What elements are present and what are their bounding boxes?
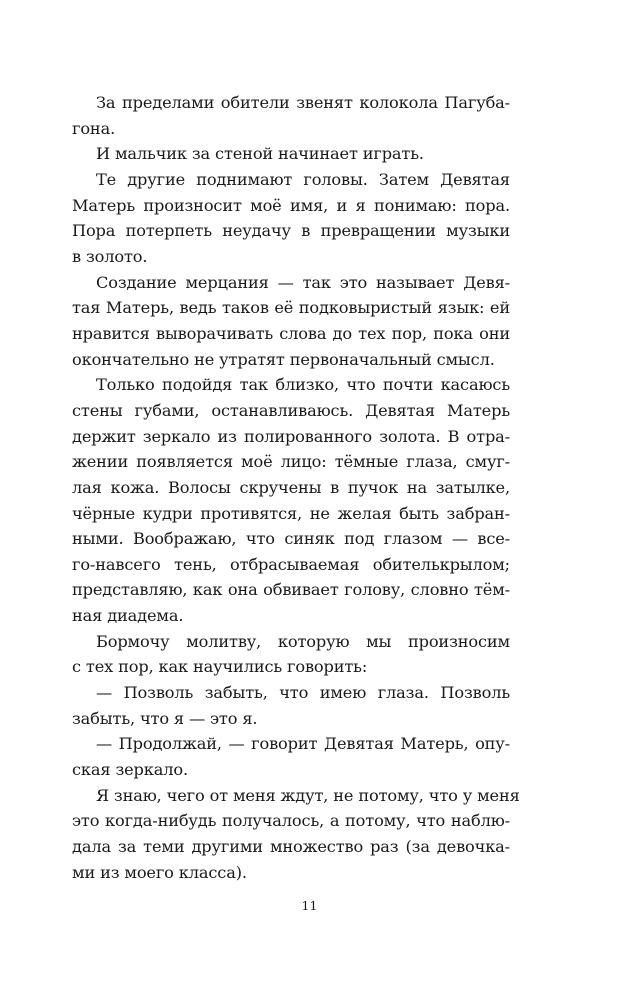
text-line: За пределами обители звенят колокола Пагуба-: [96, 93, 510, 112]
text-line: представляю, как она обвивает голову, словно тём-: [72, 580, 510, 600]
text-line: Матерь произносит моё имя, и я понимаю: пора.: [72, 195, 510, 215]
paragraph: [72, 167, 510, 270]
text-line: ми из моего класса).: [72, 862, 247, 882]
text-line: И мальчик за стеной начинает играть.: [96, 144, 424, 164]
paragraph: [72, 629, 510, 680]
paragraph: [72, 90, 510, 141]
text-line: го-навсего тень, отбрасываемая обителькрылом;: [72, 554, 510, 574]
text-line: — Позволь забыть, что имею глаза. Позволь: [96, 683, 510, 703]
text-line: ная диадема.: [72, 606, 184, 626]
text-line: это когда-нибудь получалось, а потому, что наблю-: [72, 811, 510, 831]
text-line: Я знаю, чего от меня ждут, не потому, что у меня: [96, 785, 520, 805]
text-line: Пора потерпеть неудачу в превращении музыки: [72, 221, 510, 241]
text-line: с тех пор, как научились говорить:: [72, 657, 368, 677]
paragraph: [72, 270, 510, 373]
text-line: нравится выворачивать слова до тех пор, пока они: [72, 323, 510, 343]
text-line: — Продолжай, — говорит Девятая Матерь, опу-: [96, 734, 510, 754]
text-line: ская зеркало.: [72, 760, 188, 780]
text-line: держит зеркало из полированного золота. В отра-: [72, 426, 510, 446]
text-line: Те другие поднимают головы. Затем Девятая: [96, 169, 510, 189]
paragraph: [72, 783, 520, 886]
page-body: [72, 90, 520, 885]
page-number: 11: [301, 898, 318, 913]
text-line: чёрные кудри противятся, не желая быть забран-: [72, 503, 510, 523]
paragraph: [72, 731, 510, 782]
text-line: ными. Воображаю, что синяк под глазом — все-: [72, 529, 510, 549]
text-line: жении появляется моё лицо: тёмные глаза, смуг-: [72, 452, 510, 472]
text-line: в золото.: [72, 246, 148, 266]
text-line: дала за теми другими множество раз (за девочка-: [72, 837, 510, 857]
text-line: лая кожа. Волосы скручены в пучок на затылке,: [72, 477, 510, 497]
text-line: Создание мерцания — так это называет Девя-: [96, 272, 510, 292]
text-line: Бормочу молитву, которую мы произносим: [96, 631, 510, 651]
text-line: стены губами, останавливаюсь. Девятая Матерь: [72, 400, 510, 420]
text-line: тая Матерь, ведь таков её подковыристый язык: ей: [72, 298, 510, 318]
paragraph: [72, 141, 510, 167]
text-line: окончательно не утратят первоначальный смысл.: [72, 349, 495, 369]
text-line: забыть, что я — это я.: [72, 708, 258, 728]
paragraph: [72, 680, 510, 731]
text-line: Только подойдя так близко, что почти касаюсь: [96, 375, 510, 395]
paragraph: [72, 372, 510, 629]
text-line: гона.: [72, 118, 116, 138]
